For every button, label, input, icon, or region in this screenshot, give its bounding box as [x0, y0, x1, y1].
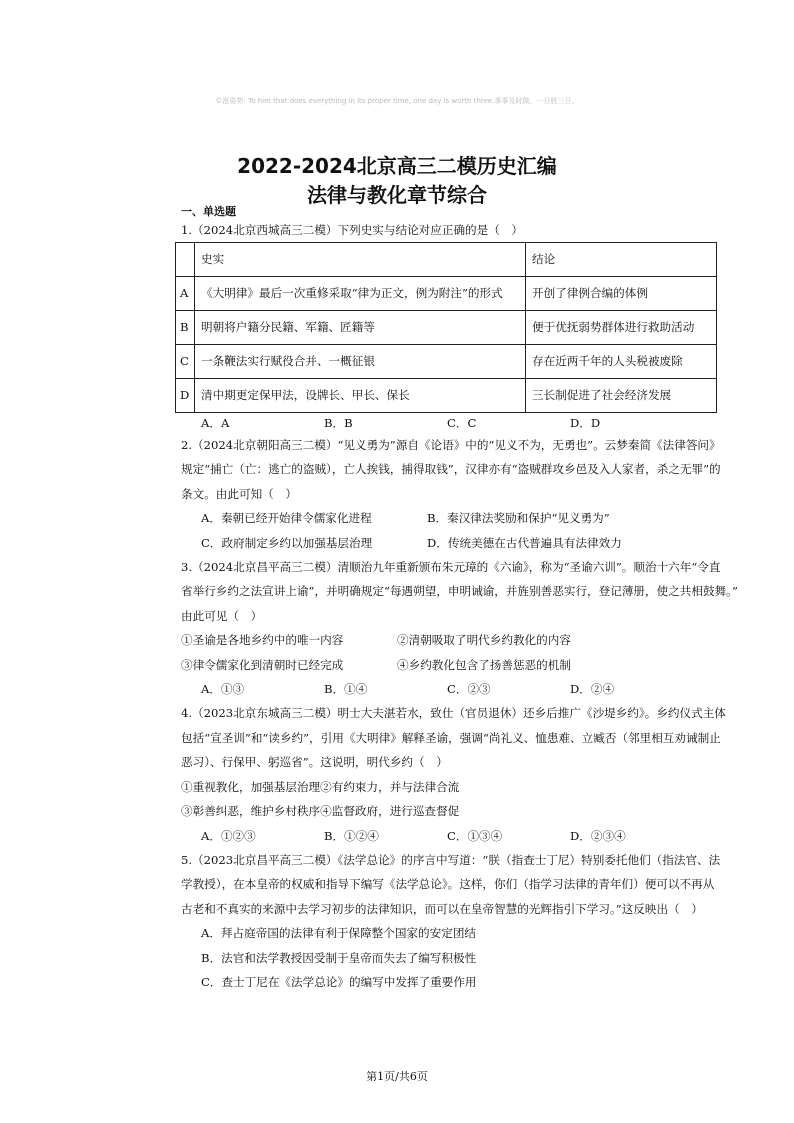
question-line: 包括“宣圣训”和“读乡约”，引用《大明律》解释圣谕，强调“尚礼义、恤患难、立臧否（邻里相互劝诫制止 — [181, 730, 721, 745]
row-conclusion: 三长制促进了社会经济发展 — [526, 379, 717, 413]
statement: ③彰善纠恶，维护乡村秩序④监督政府，进行巡查督促 — [181, 804, 460, 819]
question-line: 省举行乡约之法宣讲上谕”，并明确规定“每遇朔望，申明诫谕，并旌别善恶实行，登记薄册，使之共相鼓舞。” — [181, 584, 738, 599]
statement: ③律令儒家化到清朝时已经完成 — [181, 657, 344, 672]
option-c: C．政府制定乡约以加强基层治理 — [201, 535, 373, 550]
table-row — [176, 311, 717, 345]
option-a: A．A — [201, 416, 230, 430]
question-1 — [181, 222, 756, 433]
statement-row — [181, 628, 756, 652]
table-header-conclusion: 结论 — [526, 243, 717, 277]
watermark: ©涨姿势: To him that does everything in its proper time, one day is worth three.事事及时做，一日胜三日。 — [215, 97, 579, 105]
option-c: C．查士丁尼在《法学总论》的编写中发挥了重要作用 — [201, 974, 477, 989]
question-line: 5.（2023北京昌平高三二模）《法学总论》的序言中写道：“朕（指查士丁尼）特别委托他们（指法官、法 — [181, 852, 721, 867]
row-fact: 一条鞭法实行赋役合并、一概征银 — [195, 345, 526, 379]
answer-options — [181, 824, 756, 848]
row-fact: 《大明律》最后一次重修采取“律为正文，例为附注”的形式 — [195, 277, 526, 311]
question-1-table — [175, 242, 717, 413]
row-conclusion: 便于优抚弱势群体进行救助活动 — [526, 311, 717, 345]
question-stem: 1.（2024北京西城高三二模）下列史实与结论对应正确的是（ ） — [181, 223, 524, 237]
option-a: A．①③ — [201, 682, 245, 697]
option-c: C．C — [447, 416, 477, 430]
answer-options — [181, 506, 756, 530]
question-line: 古老和不真实的来源中去学习初步的法律知识，而可以在皇帝智慧的光辉指引下学习。”这反映出（ ） — [181, 901, 703, 916]
document-subtitle: 法律与教化章节综合 — [307, 183, 487, 207]
statement: ②清朝吸取了明代乡约教化的内容 — [397, 633, 571, 648]
document-body — [181, 205, 756, 994]
row-conclusion: 存在近两千年的人头税被废除 — [526, 345, 717, 379]
option-d: D．D — [570, 416, 601, 430]
table-header-fact: 史实 — [195, 243, 526, 277]
row-label: A — [176, 277, 195, 311]
question-line: 2.（2024北京朝阳高三二模）“见义勇为”源自《论语》中的“见义不为，无勇也”。云梦秦简《法律答问》 — [181, 438, 721, 452]
document-title: 2022-2024北京高三二模历史汇编 — [237, 154, 557, 178]
table-row — [176, 379, 717, 413]
row-label: B — [176, 311, 195, 345]
question-line: 恶习）、行保甲、躬巡省”。这说明，明代乡约（ ） — [181, 755, 448, 770]
table-row — [176, 277, 717, 311]
option-b: B．①②④ — [324, 828, 379, 843]
option-b: B．法官和法学教授因受制于皇帝而失去了编写积极性 — [201, 950, 477, 965]
row-label: C — [176, 345, 195, 379]
option-a: A．拜占庭帝国的法律有利于保障整个国家的安定团结 — [201, 926, 477, 941]
option-c: C．①③④ — [447, 828, 503, 843]
table-row — [176, 345, 717, 379]
statement: ④乡约教化包含了扬善惩恶的机制 — [397, 657, 571, 672]
section-label: 一、单选题 — [181, 205, 236, 218]
option-b: B．B — [324, 416, 353, 430]
question-line: 条文。由此可知（ ） — [181, 486, 297, 501]
option-b: B．秦汉律法奖励和保护“见义勇为” — [427, 511, 610, 526]
answer-options — [181, 413, 756, 433]
question-2 — [181, 433, 756, 555]
question-5 — [181, 848, 756, 994]
row-label: D — [176, 379, 195, 413]
option-a: A．①②③ — [201, 828, 256, 843]
table-cell — [176, 243, 195, 277]
statement: ①重视教化，加强基层治理②有约束力，并与法律合流 — [181, 779, 460, 794]
question-4 — [181, 701, 756, 847]
answer-options — [181, 677, 756, 701]
page-number: 第1页/共6页 — [366, 1070, 428, 1083]
question-line: 由此可见（ ） — [181, 608, 263, 623]
question-line: 3.（2024北京昌平高三二模）清顺治九年重新颁布朱元璋的《六谕》，称为“圣谕六训”。顺治十六年“令直 — [181, 560, 721, 575]
question-line: 4.（2023北京东城高三二模）明士大夫湛若水，致仕（官员退休）还乡后推广《沙堤乡约》。乡约仪式主体 — [181, 706, 726, 721]
option-a: A．秦朝已经开始律令儒家化进程 — [201, 511, 372, 526]
row-conclusion: 开创了律例合编的体例 — [526, 277, 717, 311]
option-b: B．①④ — [324, 682, 368, 697]
option-d: D．传统美德在古代普遍具有法律效力 — [427, 535, 622, 550]
question-line: 学教授），在本皇帝的权威和指导下编写《法学总论》。这样，你们（指学习法律的青年们）便可以不再从 — [181, 877, 715, 892]
statement: ①圣谕是各地乡约中的唯一内容 — [181, 633, 344, 648]
question-3 — [181, 555, 756, 701]
question-line: 规定“捕亡（亡：逃亡的盗贼），亡人挨钱，捕得取钱”，汉律亦有“盗贼群攻乡邑及入人家者，杀之无罪”的 — [181, 462, 721, 477]
statement-row — [181, 653, 756, 677]
option-c: C．②③ — [447, 682, 491, 697]
row-fact: 清中期更定保甲法，设牌长、甲长、保长 — [195, 379, 526, 413]
option-d: D．②④ — [570, 682, 615, 697]
table-header-row — [176, 243, 717, 277]
row-fact: 明朝将户籍分民籍、军籍、匠籍等 — [195, 311, 526, 345]
answer-options — [181, 531, 756, 555]
option-d: D．②③④ — [570, 828, 626, 843]
